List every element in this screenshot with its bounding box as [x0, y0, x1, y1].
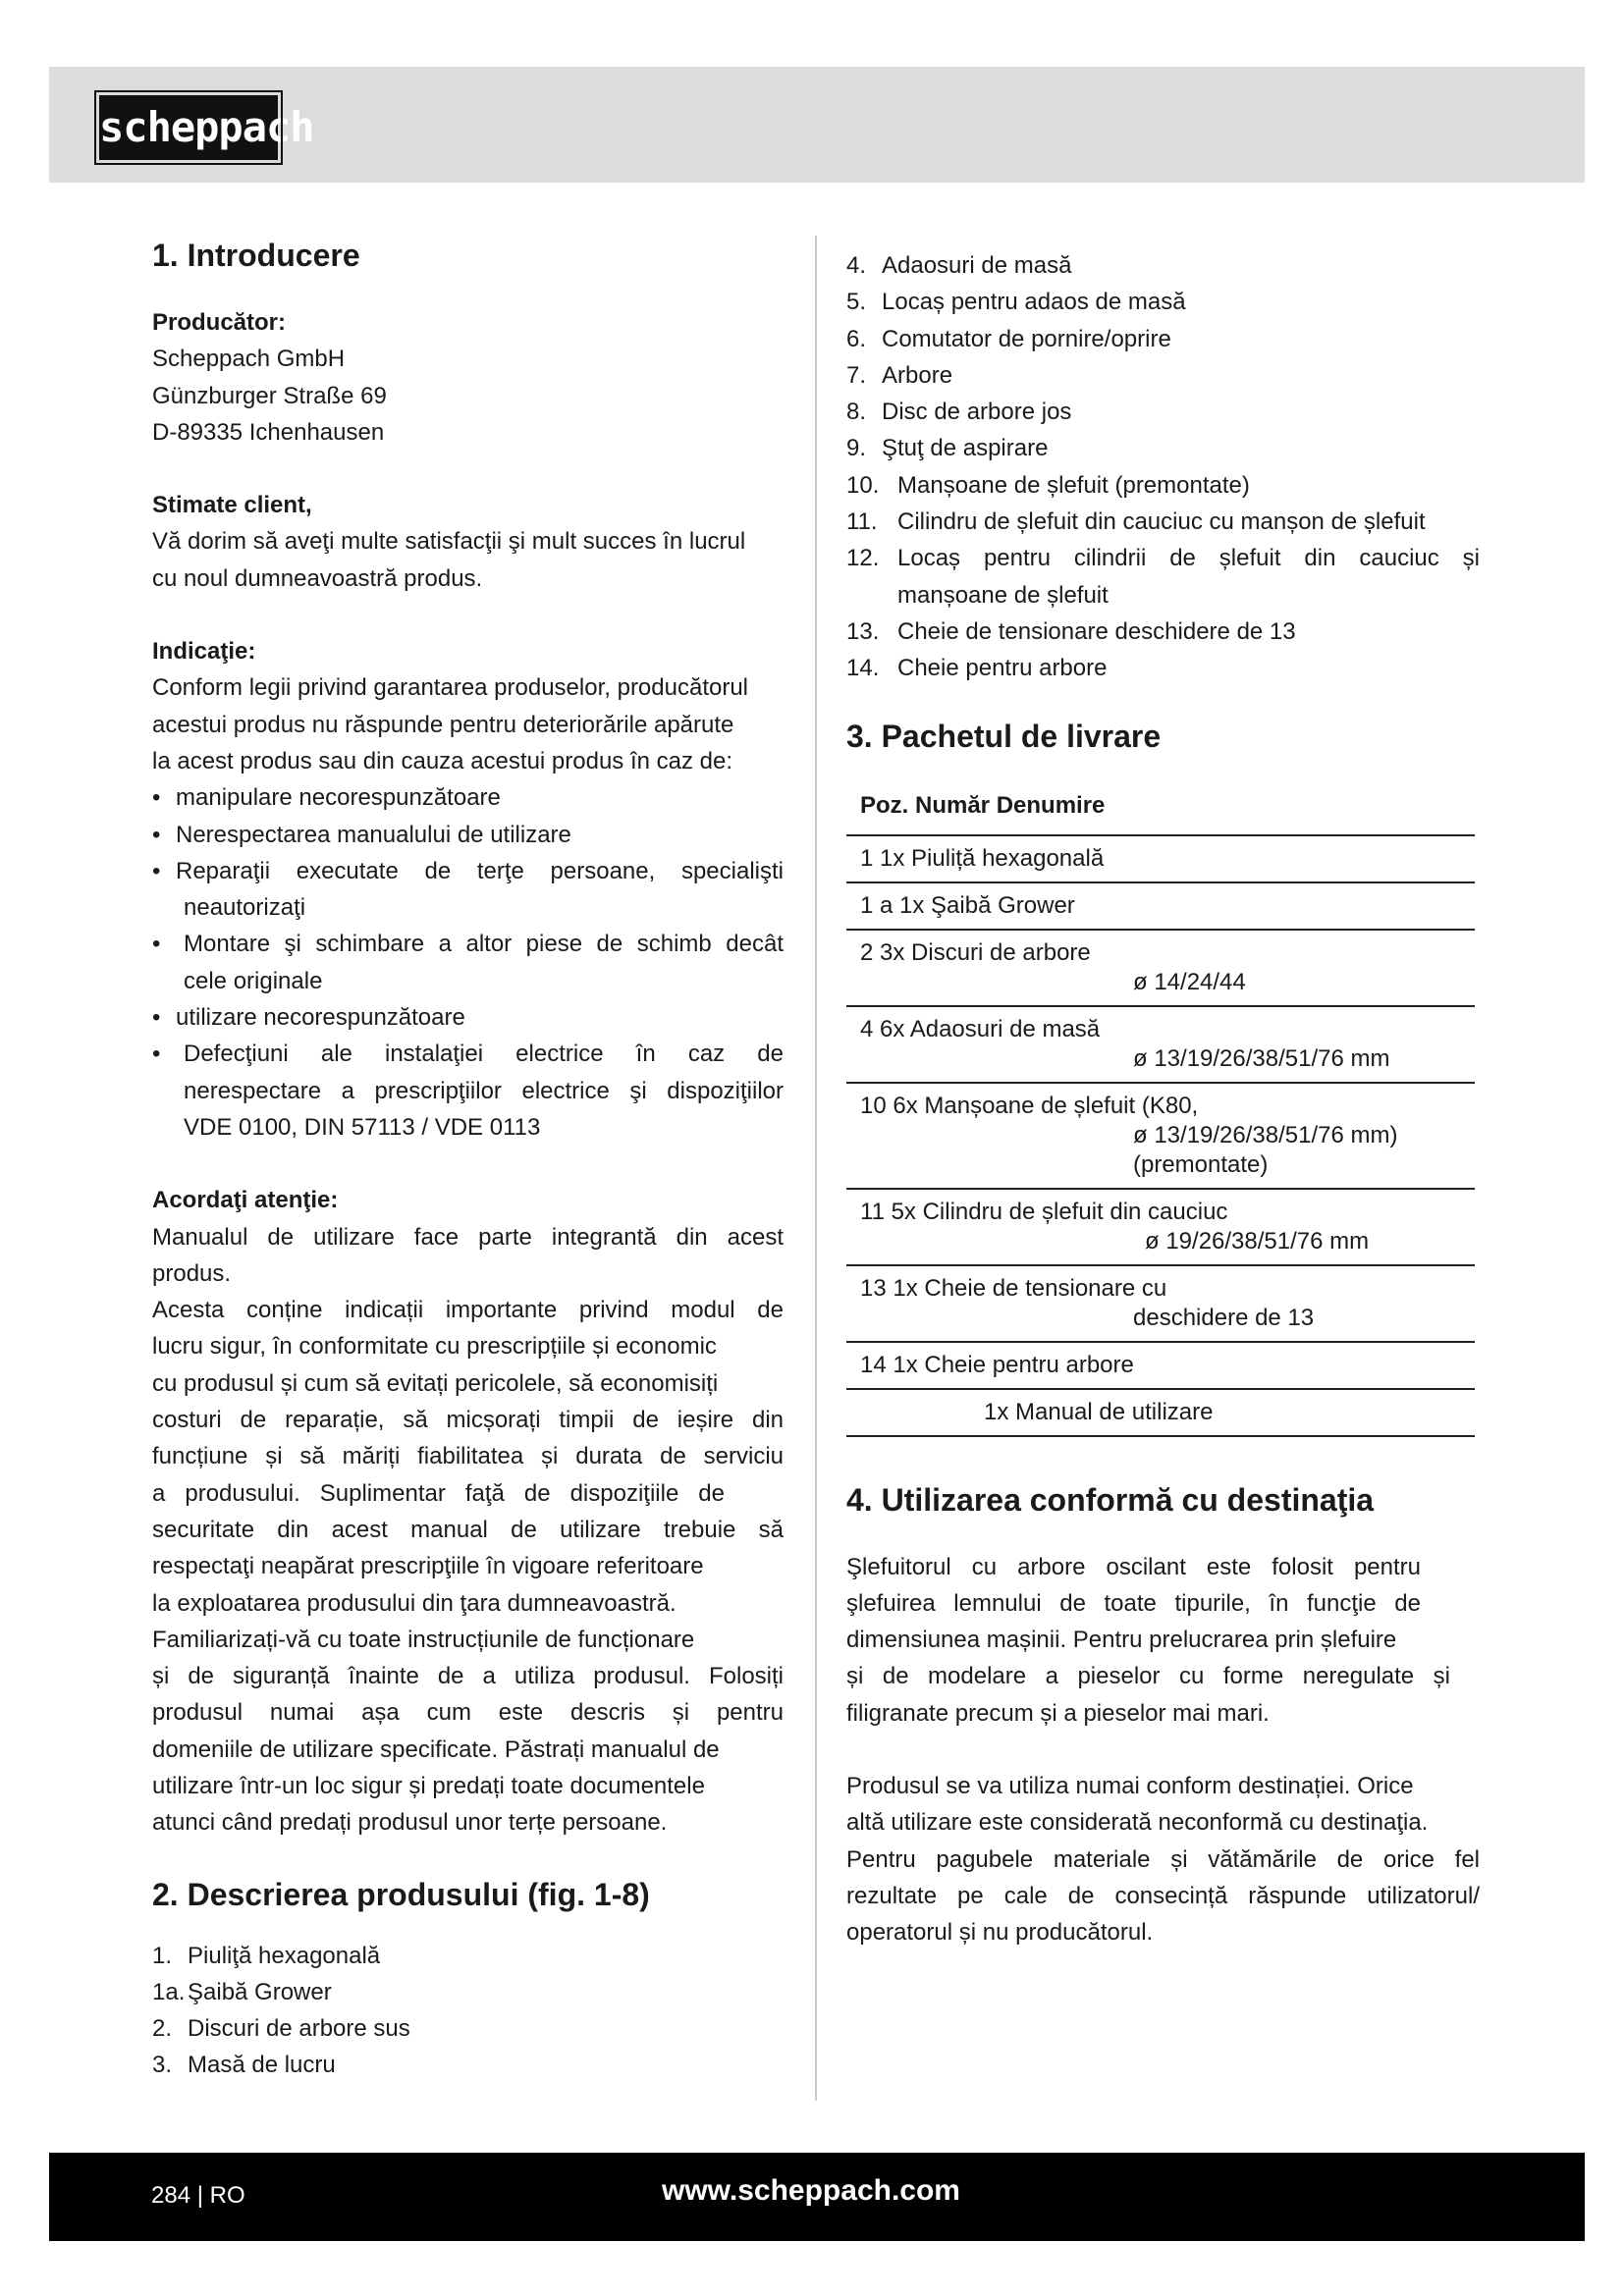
list-item: 10. Manșoane de șlefuit (premontate): [846, 471, 1250, 499]
attention-line: utilizare într-un loc sigur și predați toate documentele: [152, 1772, 705, 1799]
table-row: 4 6x Adaosuri de masă ø 13/19/26/38/51/76 mm: [846, 1007, 1475, 1084]
attention-label: Acordaţi atenţie:: [152, 1187, 339, 1214]
list-item: 11. Cilindru de șlefuit din cauciuc cu manșon de șlefuit: [846, 508, 1426, 536]
list-item: 2. Discuri de arbore sus: [152, 2015, 410, 2043]
note-line: acestui produs nu răspunde pentru deteriorările apărute: [152, 711, 734, 738]
bullet-item: • Defecţiuni ale instalaţiei electrice în caz de: [152, 1036, 784, 1072]
list-item: 7. Arbore: [846, 361, 953, 389]
note-line: Conform legii privind garantarea produselor, producătorul: [152, 674, 749, 702]
list-item: 12. Locaș pentru cilindrii de șlefuit din cauciuc și: [846, 545, 1480, 572]
producer-label: Producător:: [152, 309, 287, 336]
use-line: şlefuirea lemnului de toate tipurile, în funcţie de: [846, 1589, 1421, 1617]
use-line: și de modelare a pieselor cu forme neregulate și: [846, 1663, 1450, 1690]
bullet-item-continuation: nerespectare a prescripţiilor electrice şi dispoziţiilor: [184, 1077, 784, 1104]
attention-line: Manualul de utilizare face parte integrantă din acest: [152, 1223, 784, 1251]
list-item: 5. Locaș pentru adaos de masă: [846, 289, 1186, 316]
attention-line: produs.: [152, 1259, 232, 1287]
attention-line: respectaţi neapărat prescripţiile în vigoare referitoare: [152, 1553, 704, 1580]
bullet-item: • Nerespectarea manualului de utilizare: [152, 817, 784, 853]
note-line: la acest produs sau din cauza acestui produs în caz de:: [152, 747, 733, 774]
list-item: 1a. Şaibă Grower: [152, 1978, 332, 2005]
list-item: 8. Disc de arbore jos: [846, 399, 1072, 426]
client-label: Stimate client,: [152, 492, 312, 519]
attention-line: costuri de reparație, să micșorați timpii de ieșire din: [152, 1407, 784, 1434]
bullet-item: • Montare şi schimbare a altor piese de schimb decât: [152, 926, 784, 962]
attention-line: Acesta conține indicații importante privind modul de: [152, 1297, 784, 1324]
attention-line: și de siguranță înainte de a utiliza produsul. Folosiți: [152, 1663, 784, 1690]
attention-line: atunci când predați produsul unor terțe persoane.: [152, 1809, 668, 1837]
table-row: 10 6x Manșoane de șlefuit (K80, ø 13/19/26/38/51/76 mm) (premontate): [846, 1084, 1475, 1190]
use-line: altă utilizare este considerată neconformă cu destinaţia.: [846, 1809, 1429, 1837]
website-link[interactable]: www.scheppach.com: [662, 2174, 960, 2207]
table-row: 2 3x Discuri de arbore ø 14/24/44: [846, 931, 1475, 1007]
bullet-item: • utilizare necorespunzătoare: [152, 999, 784, 1036]
use-line: Şlefuitorul cu arbore oscilant este folosit pentru: [846, 1553, 1421, 1580]
attention-line: domeniile de utilizare specificate. Păstrați manualul de: [152, 1735, 720, 1763]
table-header: Poz. Număr Denumire: [846, 775, 1475, 836]
bullet-item-continuation: VDE 0100, DIN 57113 / VDE 0113: [184, 1113, 541, 1141]
section-4-title: 4. Utilizarea conformă cu destinaţia: [846, 1481, 1375, 1518]
column-divider: [815, 236, 817, 2101]
delivery-table: [846, 775, 1475, 1437]
list-item: 13. Cheie de tensionare deschidere de 13: [846, 617, 1296, 645]
attention-line: securitate din acest manual de utilizare trebuie să: [152, 1516, 784, 1543]
footer: [49, 2153, 1585, 2241]
list-item: 6. Comutator de pornire/oprire: [846, 325, 1171, 352]
use-line: operatorul și nu producătorul.: [846, 1919, 1154, 1947]
table-row: 11 5x Cilindru de șlefuit din cauciuc ø 19/26/38/51/76 mm: [846, 1190, 1475, 1266]
use-line: dimensiunea mașinii. Pentru prelucrarea prin șlefuire: [846, 1627, 1397, 1654]
bullet-item: • manipulare necorespunzătoare: [152, 779, 784, 816]
section-3-title: 3. Pachetul de livrare: [846, 718, 1162, 754]
list-item-continuation: manșoane de șlefuit: [897, 581, 1109, 609]
attention-line: funcțiune și să măriți fiabilitatea și durata de serviciu: [152, 1443, 784, 1470]
left-column: [152, 236, 784, 2084]
attention-line: produsul numai așa cum este descris și pentru: [152, 1699, 784, 1727]
bullet-item-continuation: neautorizaţi: [184, 894, 306, 922]
attention-line: lucru sigur, în conformitate cu prescripțiile și economic: [152, 1333, 717, 1361]
bullet-item-continuation: cele originale: [184, 967, 323, 994]
use-line: rezultate pe cale de consecință răspunde utilizatorul/: [846, 1882, 1480, 1909]
scheppach-logo: scheppach: [96, 92, 281, 163]
list-item: 4. Adaosuri de masă: [846, 252, 1072, 279]
producer-line: Günzburger Straße 69: [152, 382, 387, 409]
section-1-title: 1. Introducere: [152, 238, 360, 273]
attention-line: la exploatarea produsului din ţara dumneavoastră.: [152, 1589, 677, 1617]
table-row: 1 1x Piuliță hexagonală: [846, 836, 1475, 883]
table-row: 1 a 1x Şaibă Grower: [846, 883, 1475, 931]
right-column: [846, 247, 1480, 1951]
table-row: 13 1x Cheie de tensionare cu deschidere de 13: [846, 1266, 1475, 1343]
attention-line: Familiarizați-vă cu toate instrucțiunile de funcționare: [152, 1626, 695, 1653]
attention-line: a produsului. Suplimentar faţă de dispoziţiile de: [152, 1479, 725, 1507]
client-line: Vă dorim să aveţi multe satisfacţii şi mult succes în lucrul: [152, 528, 746, 556]
use-line: filigranate precum și a pieselor mai mari.: [846, 1699, 1270, 1727]
producer-line: D-89335 Ichenhausen: [152, 418, 385, 446]
list-item: 9. Ştuţ de aspirare: [846, 435, 1049, 462]
table-row: 14 1x Cheie pentru arbore: [846, 1343, 1475, 1390]
use-line: Produsul se va utiliza numai conform destinației. Orice: [846, 1773, 1414, 1800]
client-line: cu noul dumneavoastră produs.: [152, 564, 483, 592]
producer-line: Scheppach GmbH: [152, 346, 346, 373]
note-label: Indicaţie:: [152, 638, 256, 666]
attention-line: cu produsul și cum să evitați pericolele, să economisiți: [152, 1369, 719, 1397]
page-number: 284 | RO: [151, 2182, 245, 2209]
bullet-item: • Reparaţii executate de terţe persoane, specialişti: [152, 853, 784, 889]
list-item: 3. Masă de lucru: [152, 2052, 336, 2079]
use-line: Pentru pagubele materiale și vătămările de orice fel: [846, 1845, 1480, 1873]
table-row: 1x Manual de utilizare: [846, 1390, 1475, 1437]
section-2-title: 2. Descrierea produsului (fig. 1-8): [152, 1876, 650, 1912]
list-item: 14. Cheie pentru arbore: [846, 655, 1108, 682]
list-item: 1. Piuliţă hexagonală: [152, 1942, 381, 1969]
